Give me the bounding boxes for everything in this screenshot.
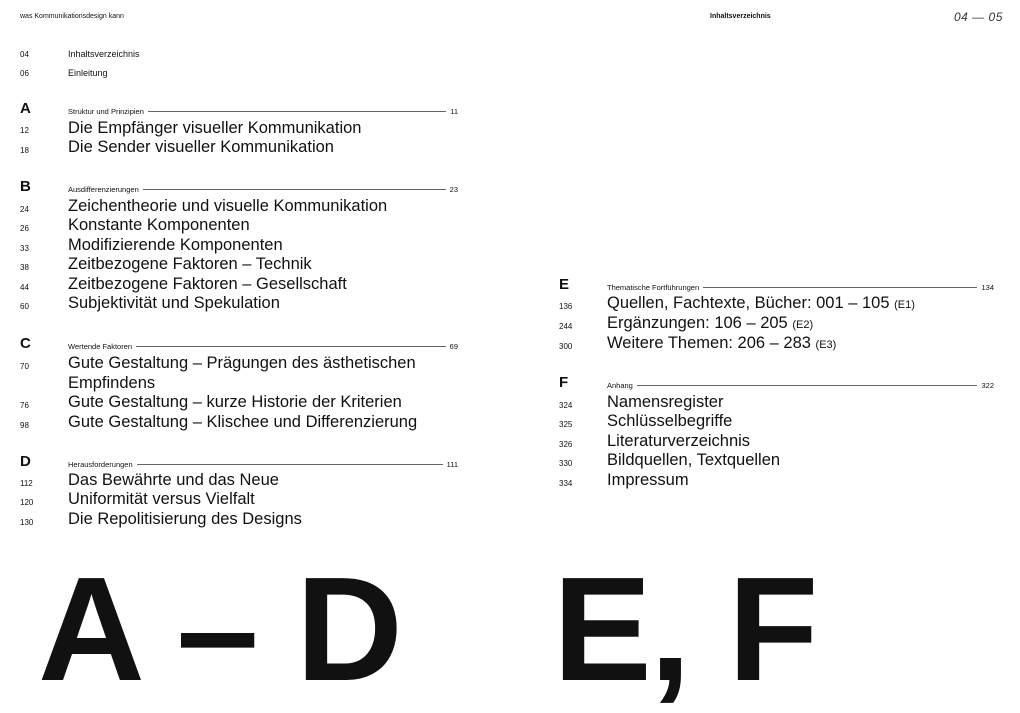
section-title: Thematische Fortführungen [607, 283, 700, 292]
toc-entry[interactable]: Namensregister [607, 393, 724, 411]
section-title: Ausdifferenzierungen [68, 185, 139, 194]
entry-page: 120 [20, 498, 34, 507]
entry-page: 98 [20, 421, 29, 430]
entry-page: 324 [559, 401, 573, 410]
section-letter-d: D [20, 453, 31, 470]
toc-entry[interactable] [607, 314, 813, 336]
toc-entry[interactable]: Die Sender visueller Kommunikation [68, 138, 334, 156]
section-page: 322 [981, 381, 994, 390]
toc-entry[interactable]: Zeichentheorie und visuelle Kommunikation [68, 197, 388, 215]
toc-entry[interactable]: Gute Gestaltung – Klischee und Differenzierung [68, 413, 418, 431]
entry-page: 326 [559, 440, 573, 449]
display-range-right: E, F [553, 547, 817, 712]
entry-note: (E2) [792, 319, 814, 331]
section-page: 23 [449, 185, 458, 194]
leader-line [137, 464, 443, 465]
section-page: 11 [450, 107, 458, 116]
entry-page: 18 [20, 146, 29, 155]
section-header-e[interactable] [607, 283, 994, 292]
entry-page: 136 [559, 302, 573, 311]
section-header-d[interactable] [68, 460, 458, 469]
section-letter-b: B [20, 178, 31, 195]
toc-entry[interactable]: Subjektivität und Spekulation [68, 294, 280, 312]
section-header-c[interactable] [68, 342, 458, 351]
toc-entry[interactable]: Zeitbezogene Faktoren – Gesellschaft [68, 275, 347, 293]
leader-line [703, 287, 977, 288]
entry-page: 300 [559, 342, 573, 351]
section-title: Anhang [607, 381, 633, 390]
toc-entry[interactable]: Die Empfänger visueller Kommunikation [68, 119, 362, 137]
section-header-f[interactable] [607, 381, 994, 390]
entry-page: 60 [20, 302, 29, 311]
toc-entry[interactable]: Zeitbezogene Faktoren – Technik [68, 255, 312, 273]
toc-entry[interactable] [607, 294, 915, 316]
leader-line [143, 189, 446, 190]
intro-item[interactable]: Einleitung [68, 68, 108, 78]
entry-page: 24 [20, 205, 29, 214]
toc-entry[interactable]: Uniformität versus Vielfalt [68, 490, 255, 508]
toc-entry[interactable]: Die Repolitisierung des Designs [68, 510, 302, 528]
intro-item[interactable]: Inhaltsverzeichnis [68, 49, 140, 59]
entry-page: 44 [20, 283, 29, 292]
toc-entry[interactable]: Bildquellen, Textquellen [607, 451, 781, 469]
section-letter-f: F [559, 374, 569, 391]
entry-note: (E1) [894, 299, 915, 311]
section-title: Struktur und Prinzipien [68, 107, 144, 116]
toc-entry[interactable]: Schlüsselbegriffe [607, 412, 733, 430]
entry-page: 76 [20, 401, 29, 410]
entry-page: 70 [20, 362, 29, 371]
entry-note: (E3) [815, 339, 837, 351]
running-title: was Kommunikationsdesign kann [20, 13, 124, 20]
leader-line [148, 111, 446, 112]
entry-title: Weitere Themen: 206 – 283 [607, 334, 811, 352]
entry-page: 26 [20, 224, 29, 233]
toc-entry[interactable]: Modifizierende Komponenten [68, 236, 283, 254]
entry-page: 325 [559, 420, 573, 429]
entry-title: Ergänzungen: 106 – 205 [607, 314, 788, 332]
page-title: Inhaltsverzeichnis [710, 13, 771, 20]
section-letter-e: E [559, 276, 570, 293]
toc-entry[interactable]: Impressum [607, 471, 689, 489]
section-letter-a: A [20, 100, 31, 117]
section-page: 134 [981, 283, 994, 292]
leader-line [637, 385, 978, 386]
entry-page: 330 [559, 459, 573, 468]
entry-page: 12 [20, 126, 29, 135]
entry-page: 112 [20, 479, 33, 488]
section-letter-c: C [20, 335, 31, 352]
page-numbers: 04 — 05 [954, 10, 1003, 24]
section-title: Herausforderungen [68, 460, 133, 469]
toc-entry[interactable]: Gute Gestaltung – kurze Historie der Kriterien [68, 393, 402, 411]
entry-page: 38 [20, 263, 29, 272]
entry-page: 334 [559, 479, 573, 488]
toc-entry[interactable]: Gute Gestaltung – Prägungen des ästhetischen Empfindens [68, 354, 416, 392]
entry-page: 244 [559, 322, 573, 331]
entry-title: Quellen, Fachtexte, Bücher: 001 – 105 [607, 294, 890, 312]
toc-entry[interactable]: Das Bewährte und das Neue [68, 471, 279, 489]
toc-entry[interactable]: Konstante Komponenten [68, 216, 250, 234]
intro-page: 06 [20, 69, 29, 78]
intro-page: 04 [20, 50, 29, 59]
entry-page: 130 [20, 518, 34, 527]
entry-page: 33 [20, 244, 29, 253]
section-header-a[interactable] [68, 107, 458, 116]
display-range-left: A – D [38, 547, 401, 712]
toc-entry[interactable] [607, 334, 836, 356]
toc-entry[interactable]: Literaturverzeichnis [607, 432, 751, 450]
section-page: 69 [449, 342, 458, 351]
leader-line [136, 346, 446, 347]
section-page: 111 [446, 460, 458, 469]
section-header-b[interactable] [68, 185, 458, 194]
section-title: Wertende Faktoren [68, 342, 133, 351]
